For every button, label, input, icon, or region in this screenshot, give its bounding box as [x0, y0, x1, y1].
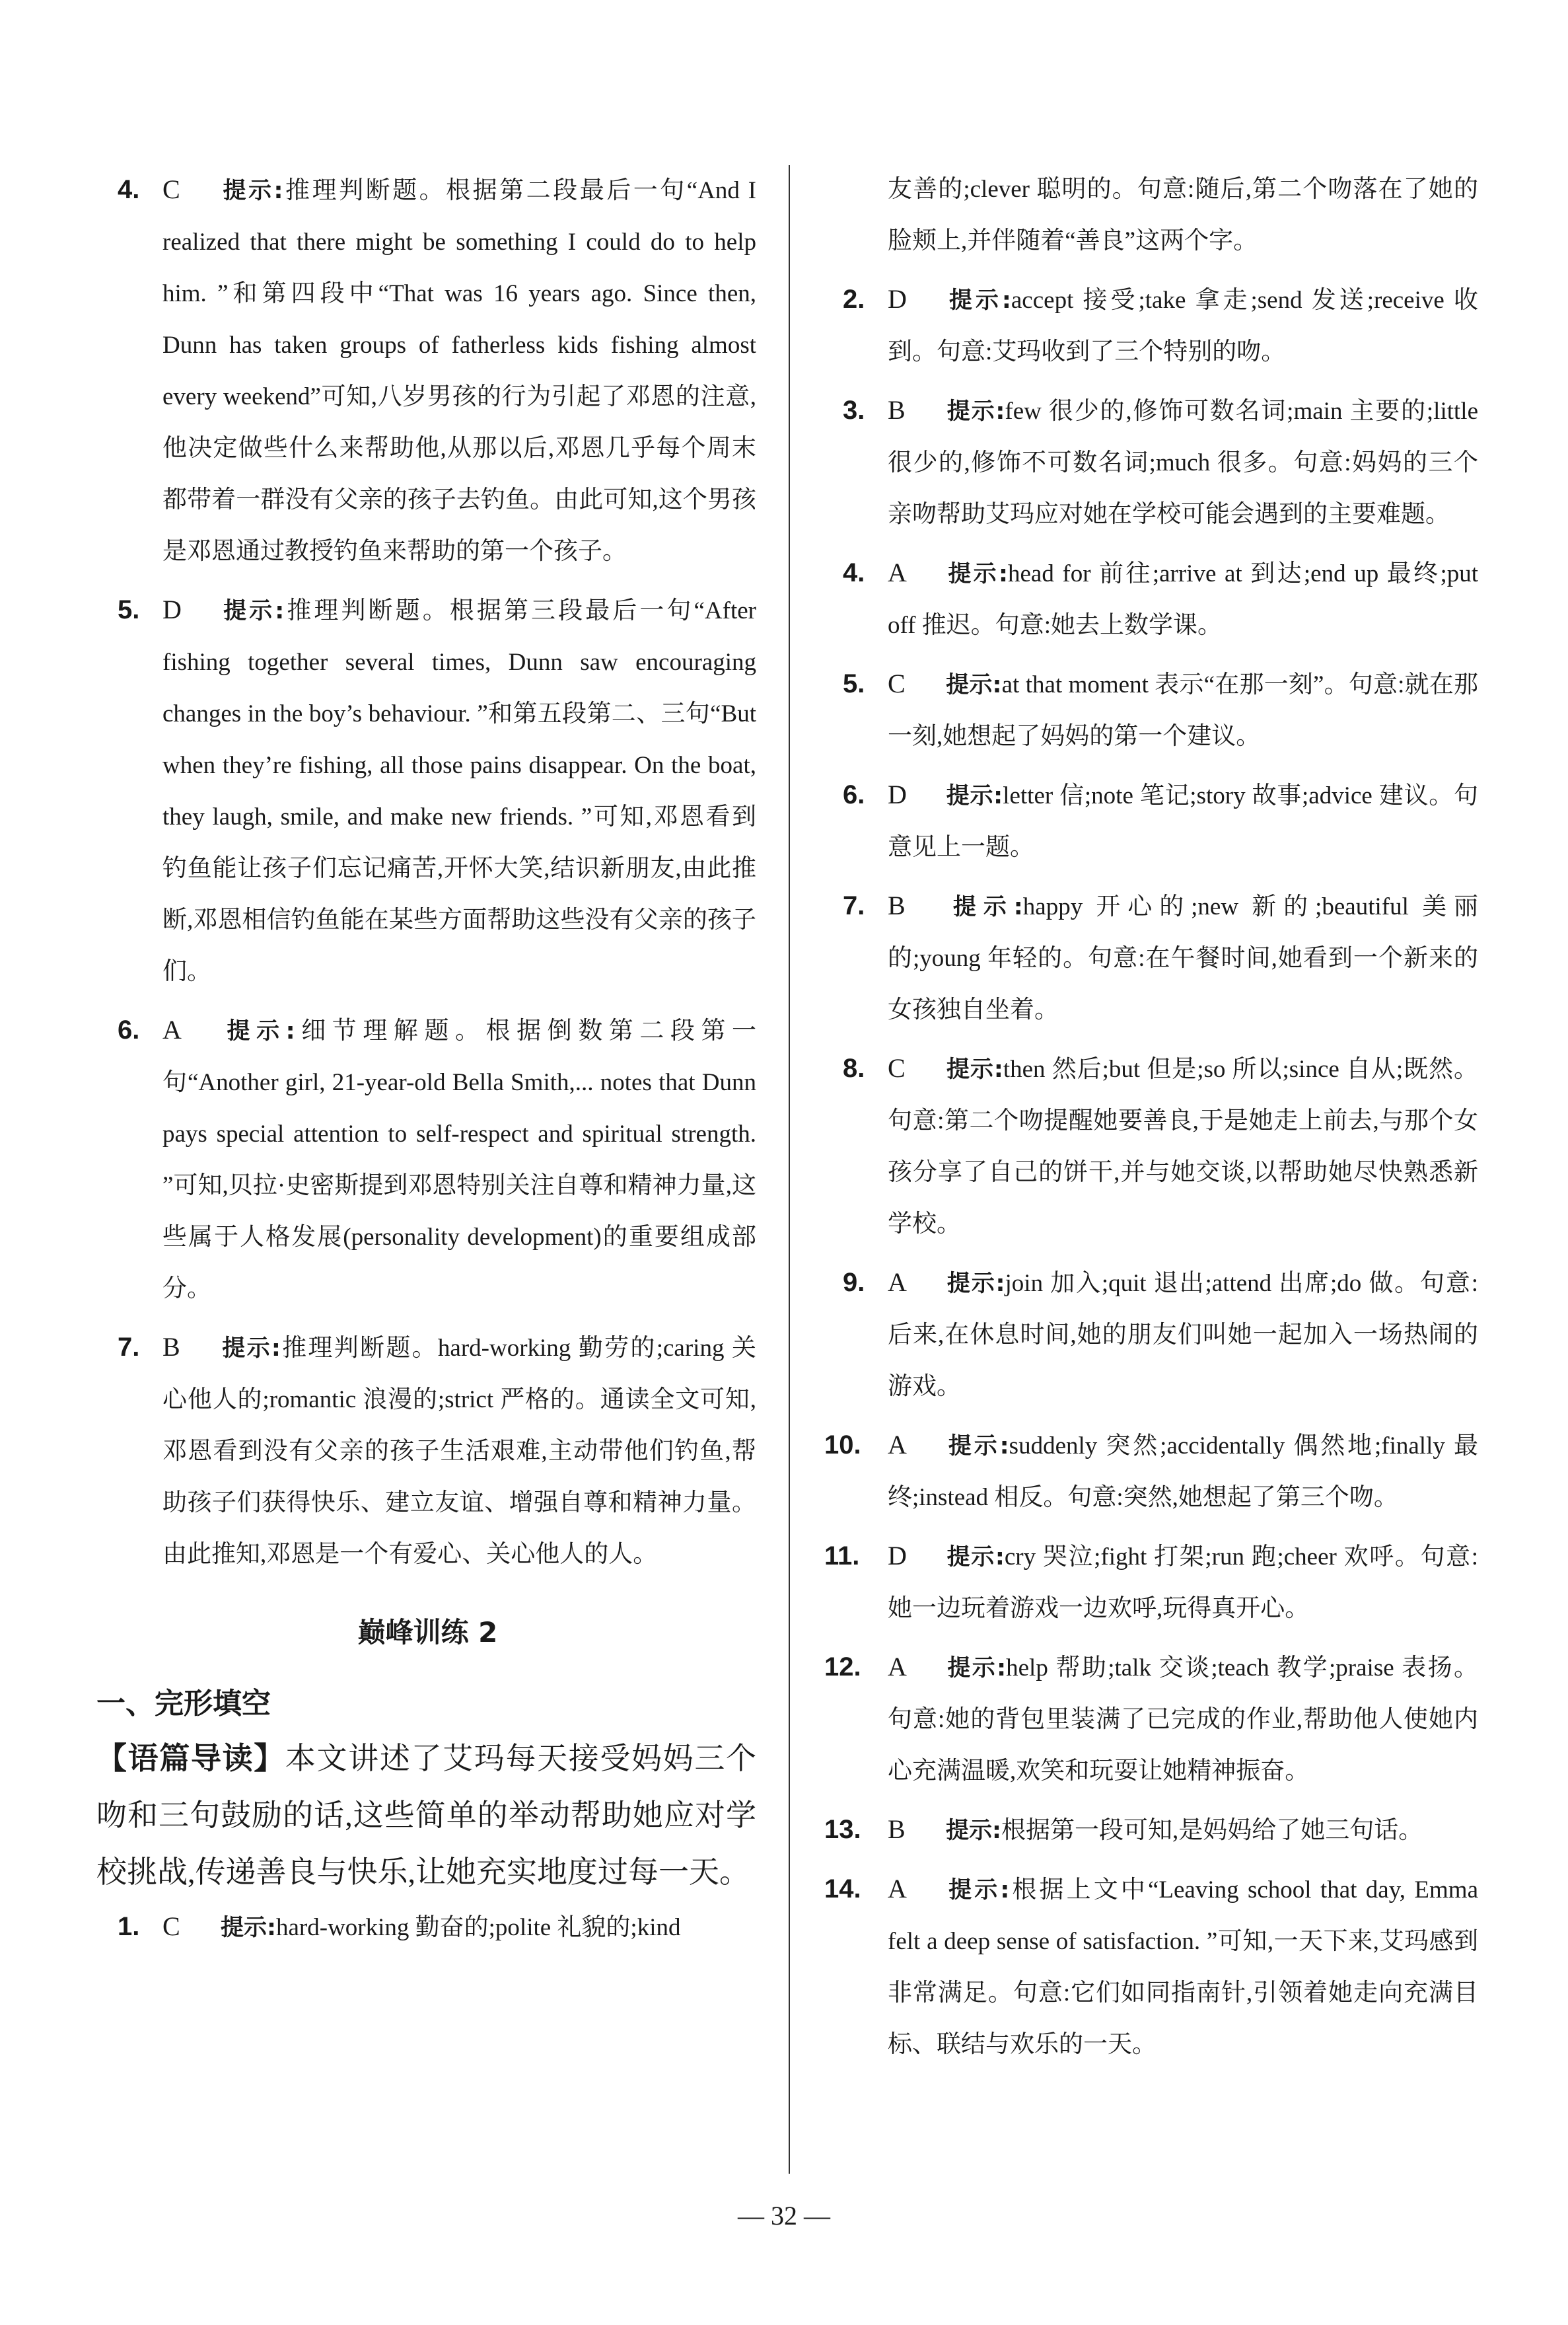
item-text: 根据第一段可知,是妈妈给了她三句话。 — [1001, 1817, 1423, 1844]
item-1-continuation: 友善的;clever 聪明的。句意:随后,第二个吻落在了她的脸颊上,并伴随着“善良”这两个字。 — [888, 176, 1478, 254]
answer-item — [824, 1043, 1478, 1250]
item-answer: B — [162, 1332, 180, 1362]
item-number: 14. — [824, 1874, 861, 1903]
item-answer: A — [888, 1652, 907, 1681]
hint-label: 提示: — [221, 1335, 281, 1362]
item-answer: C — [162, 174, 180, 204]
item-text: accept 接受;take 拿走;send 发送;receive 收到。句意:艾玛收到了三个特别的吻。 — [888, 287, 1478, 365]
answer-item — [824, 1257, 1478, 1413]
answer-item — [824, 769, 1478, 873]
answer-item-1 — [99, 1901, 756, 1954]
item-answer: D — [888, 780, 907, 809]
item-answer: D — [888, 284, 907, 314]
item-number: 13. — [824, 1815, 861, 1844]
hint-label: 提示: — [946, 287, 1011, 314]
right-answer-list — [824, 274, 1478, 2071]
item-number: 4. — [118, 175, 140, 204]
right-column — [824, 164, 1478, 2077]
hint-label: 提示: — [946, 398, 1005, 425]
hint-label: 提示: — [946, 1271, 1005, 1297]
item-number: 9. — [843, 1268, 865, 1297]
section-heading: 一、完形填空 — [96, 1687, 271, 1720]
item-text: suddenly 突然;accidentally 偶然地;finally 最终;instead 相反。句意:突然,她想起了第三个吻。 — [888, 1432, 1478, 1511]
hint-label: 提示: — [221, 598, 285, 624]
hint-label: 提示: — [946, 1818, 1001, 1844]
hint-label: 提示: — [221, 1915, 276, 1941]
answer-item — [99, 1321, 756, 1580]
answer-item — [99, 1004, 756, 1315]
item-answer: B — [888, 395, 906, 425]
item-number: 11. — [824, 1541, 860, 1570]
item-answer: D — [888, 1541, 907, 1570]
hint-label: 提示: — [946, 894, 1023, 920]
column-divider — [789, 165, 790, 2174]
item-text: help 帮助;talk 交谈;teach 教学;praise 表扬。句意:她的背包里装满了已完成的作业,帮助他人使她内心充满温暖,欢笑和玩耍让她精神振奋。 — [888, 1654, 1479, 1785]
item-answer: B — [888, 1814, 906, 1844]
hint-label: 提示: — [221, 1018, 295, 1045]
item-number: 4. — [843, 558, 865, 587]
hint-label: 提示: — [946, 1544, 1005, 1570]
item-number: 5. — [118, 595, 140, 624]
item-text: 推理判断题。根据第三段最后一句“After fishing together several times, Dunn saw encouraging changes in the boy’s behaviour. ”和第五段第二、三句“But when they’re fishing, all those pains disappear. On the boat, they laugh, smile, and make new friends. ”可知,邓恩看到钓鱼能让孩子们忘记痛苦,开怀大笑,结识新朋友,由此推断,邓恩相信钓鱼能在某些方面帮助这些没有父亲的孩子们。 — [162, 597, 756, 985]
answer-item — [824, 1804, 1478, 1857]
item-number: 6. — [118, 1015, 140, 1045]
answer-item — [824, 1863, 1478, 2071]
item-text: 细节理解题。根据倒数第二段第一句“Another girl, 21-year-old Bella Smith,... notes that Dunn pays special attention to self-respect and spiritual strength. ”可知,贝拉·史密斯提到邓恩特别关注自尊和精神力量,这些属于人格发展(personality development)的重要组成部分。 — [162, 1017, 757, 1302]
answer-item — [824, 547, 1478, 651]
answer-item — [824, 274, 1478, 378]
item-answer: A — [888, 1430, 907, 1459]
item-text: head for 前往;arrive at 到达;end up 最终;put off 推迟。句意:她去上数学课。 — [888, 560, 1478, 639]
guide-label: 【语篇导读】 — [96, 1740, 285, 1776]
answer-item — [99, 584, 756, 998]
item-text: 推理判断题。hard-working 勤劳的;caring 关心他人的;romantic 浪漫的;strict 严格的。通读全文可知,邓恩看到没有父亲的孩子生活艰难,主动带他们钓鱼,帮助孩子们获得快乐、建立友谊、增强自尊和精神力量。由此推知,邓恩是一个有爱心、关心他人的人。 — [162, 1335, 756, 1568]
item-answer: A — [162, 1015, 182, 1045]
item-number: 12. — [824, 1652, 861, 1681]
item-number: 3. — [843, 396, 865, 425]
item-answer: B — [888, 891, 906, 920]
answer-item — [824, 1530, 1478, 1635]
answer-item — [824, 385, 1478, 540]
hint-label: 提示: — [221, 178, 283, 204]
item-number: 2. — [843, 285, 865, 314]
item-text: then 然后;but 但是;so 所以;since 自从;既然。句意:第二个吻提醒她要善良,于是她走上前去,与那个女孩分享了自己的饼干,并与她交谈,以帮助她尽快熟悉新学校。 — [888, 1056, 1478, 1237]
item-text: hard-working 勤奋的;polite 礼貌的;kind — [276, 1914, 681, 1941]
item-number: 10. — [824, 1430, 861, 1459]
reading-guide — [96, 1730, 756, 1901]
item-text: cry 哭泣;fight 打架;run 跑;cheer 欢呼。句意:她一边玩着游戏一边欢呼,玩得真开心。 — [888, 1543, 1478, 1622]
item-number: 7. — [118, 1333, 140, 1362]
hint-label: 提示: — [946, 1655, 1007, 1681]
item-text: at that moment 表示“在那一刻”。句意:就在那一刻,她想起了妈妈的第一个建议。 — [888, 671, 1479, 750]
guide-text: 本文讲述了艾玛每天接受妈妈三个吻和三句鼓励的话,这些简单的举动帮助她应对学校挑战,传递善良与快乐,让她充实地度过每一天。 — [96, 1742, 757, 1889]
item-text: happy 开心的;new 新的;beautiful 美丽的;young 年轻的。句意:在午餐时间,她看到一个新来的女孩独自坐着。 — [888, 893, 1478, 1023]
item-number: 1. — [118, 1912, 140, 1941]
left-column — [96, 164, 757, 1960]
item-number: 6. — [843, 780, 865, 809]
item-answer: A — [888, 1874, 907, 1903]
hint-label: 提示: — [946, 783, 1003, 809]
item-number: 7. — [843, 891, 865, 920]
item-answer: C — [888, 669, 906, 698]
item-text: few 很少的,修饰可数名词;main 主要的;little 很少的,修饰不可数名词;much 很多。句意:妈妈的三个亲吻帮助艾玛应对她在学校可能会遇到的主要难题。 — [888, 398, 1479, 528]
hint-label: 提示: — [946, 672, 1002, 698]
hint-label: 提示: — [946, 1056, 1003, 1083]
item-number: 5. — [843, 669, 865, 698]
item-answer: A — [888, 1267, 907, 1297]
answer-item — [824, 1419, 1478, 1524]
hint-label: 提示: — [946, 1877, 1010, 1903]
item-answer: C — [162, 1911, 180, 1941]
item-number: 8. — [843, 1054, 865, 1083]
item-text: 推理判断题。根据第二段最后一句“And I realized that there might be something I could do to help him. ”和第四段中“That was 16 years ago. Since then, Dunn has taken groups of fatherless kids fishing almost every weekend”可知,八岁男孩的行为引起了邓恩的注意,他决定做些什么来帮助他,从那以后,邓恩几乎每个周末都带着一群没有父亲的孩子去钓鱼。由此可知,这个男孩是邓恩通过教授钓鱼来帮助的第一个孩子。 — [162, 177, 756, 565]
answer-item — [824, 658, 1478, 762]
answer-item — [824, 1641, 1478, 1797]
answer-item — [99, 164, 756, 577]
answer-item — [824, 880, 1478, 1036]
item-answer: D — [162, 595, 182, 624]
item-answer: C — [888, 1053, 906, 1083]
hint-label: 提示: — [946, 1433, 1009, 1459]
hint-label: 提示: — [946, 561, 1008, 587]
item-text: 根据上文中“Leaving school that day, Emma felt a deep sense of satisfaction. ”可知,一天下来,艾玛感到非常满足。句意:它们如同指南针,引领着她走向充满目标、联结与欢乐的一天。 — [888, 1876, 1478, 2058]
item-text: join 加入;quit 退出;attend 出席;do 做。句意:后来,在休息时间,她的朋友们叫她一起加入一场热闹的游戏。 — [888, 1270, 1478, 1400]
section-title: 巅峰训练 2 — [357, 1616, 498, 1648]
page-number: — 32 — — [738, 2201, 830, 2231]
left-answer-list — [99, 164, 756, 1580]
item-text: letter 信;note 笔记;story 故事;advice 建议。句意见上一题。 — [888, 782, 1479, 861]
item-answer: A — [888, 558, 907, 587]
